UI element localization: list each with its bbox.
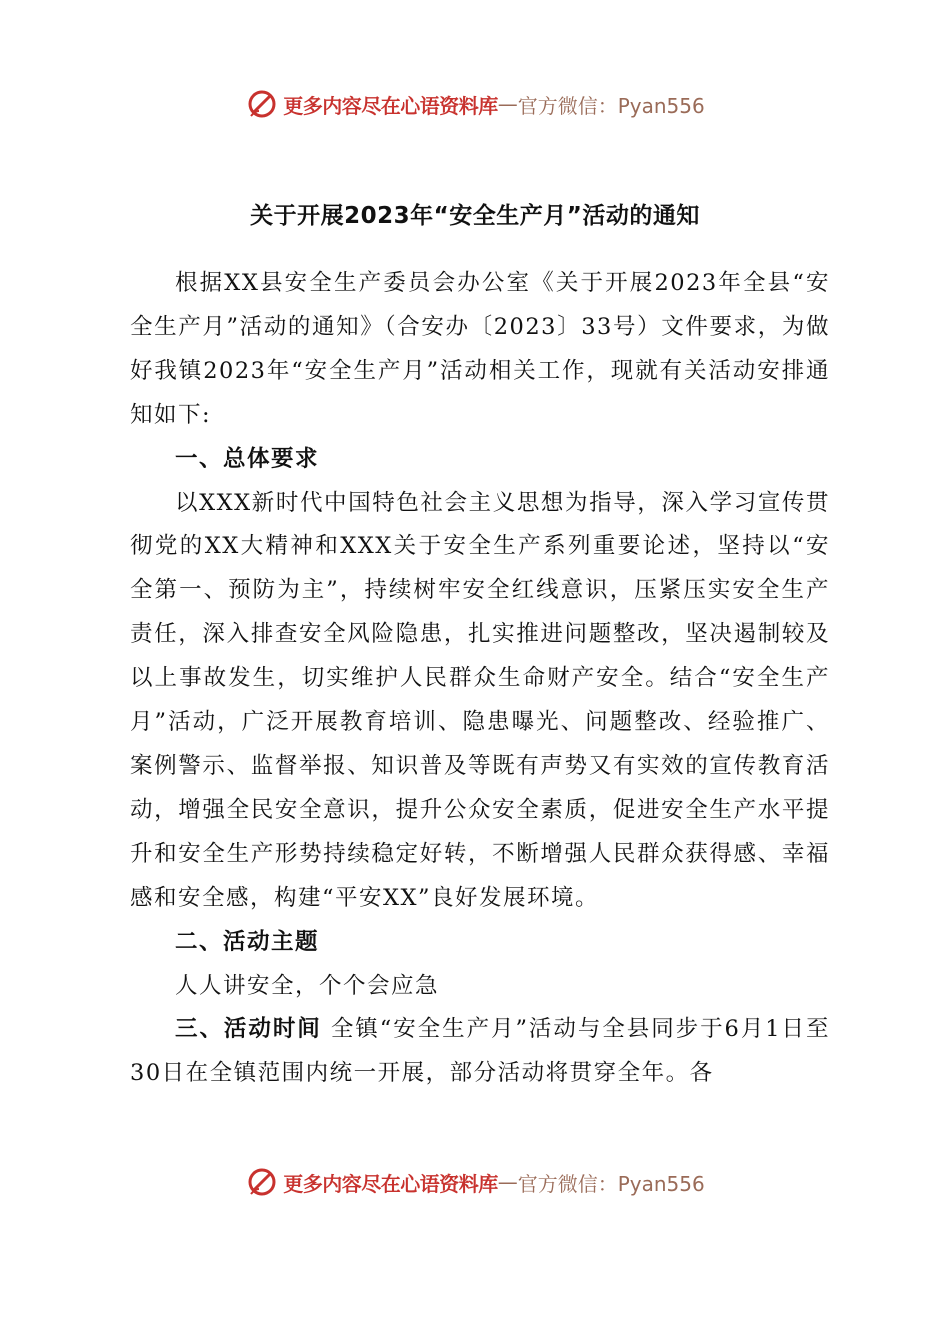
watermark-site-text: 更多内容尽在心语资料库	[283, 93, 498, 118]
watermark-header	[0, 84, 950, 124]
document-title: 关于开展2023年“安全生产月”活动的通知	[250, 203, 700, 229]
watermark-dash: —	[497, 92, 518, 116]
section-3-body: 全镇“安全生产月”活动与全县同步于6月1日至30日在全镇范围内统一开展，部分活动将贯穿全年。各	[130, 1016, 830, 1087]
watermark-dash: —	[497, 1170, 518, 1194]
section-3-paragraph	[130, 1008, 830, 1096]
section-2-heading: 二、活动主题	[175, 928, 320, 955]
watermark-wechat-text: 官方微信：Pyan556	[517, 93, 705, 118]
watermark-wechat-text: 官方微信：Pyan556	[517, 1171, 705, 1196]
intro-paragraph: 根据XX县安全生产委员会办公室《关于开展2023年全县“安全生产月”活动的通知》（合安办〔2023〕33号）文件要求，为做好我镇2023年“安全生产月”活动相关工作，现就有关活动安排通知如下:	[130, 270, 830, 428]
brush-logo-icon	[245, 1165, 279, 1199]
watermark-site-text: 更多内容尽在心语资料库	[283, 1171, 498, 1196]
section-3-heading: 三、活动时间	[175, 1016, 322, 1043]
watermark-footer	[0, 1162, 950, 1202]
section-1-heading: 一、总体要求	[175, 445, 320, 472]
document-body	[130, 262, 830, 1096]
brush-logo-icon	[245, 87, 279, 121]
section-1-paragraph: 以XXX新时代中国特色社会主义思想为指导，深入学习宣传贯彻党的XX大精神和XXX关于安全生产系列重要论述，坚持以“安全第一、预防为主”，持续树牢安全红线意识，压紧压实安全生产责任，深入排查安全风险隐患，扎实推进问题整改，坚决遏制较及以上事故发生，切实维护人民群众生命财产安全。结合“安全生产月”活动，广泛开展教育培训、隐患曝光、问题整改、经验推广、案例警示、监督举报、知识普及等既有声势又有实效的宣传教育活动，增强全民安全意识，提升公众安全素质，促进安全生产水平提升和安全生产形势持续稳定好转，不断增强人民群众获得感、幸福感和安全感，构建“平安XX”良好发展环境。	[130, 489, 830, 911]
section-2-paragraph: 人人讲安全，个个会应急	[175, 972, 440, 999]
